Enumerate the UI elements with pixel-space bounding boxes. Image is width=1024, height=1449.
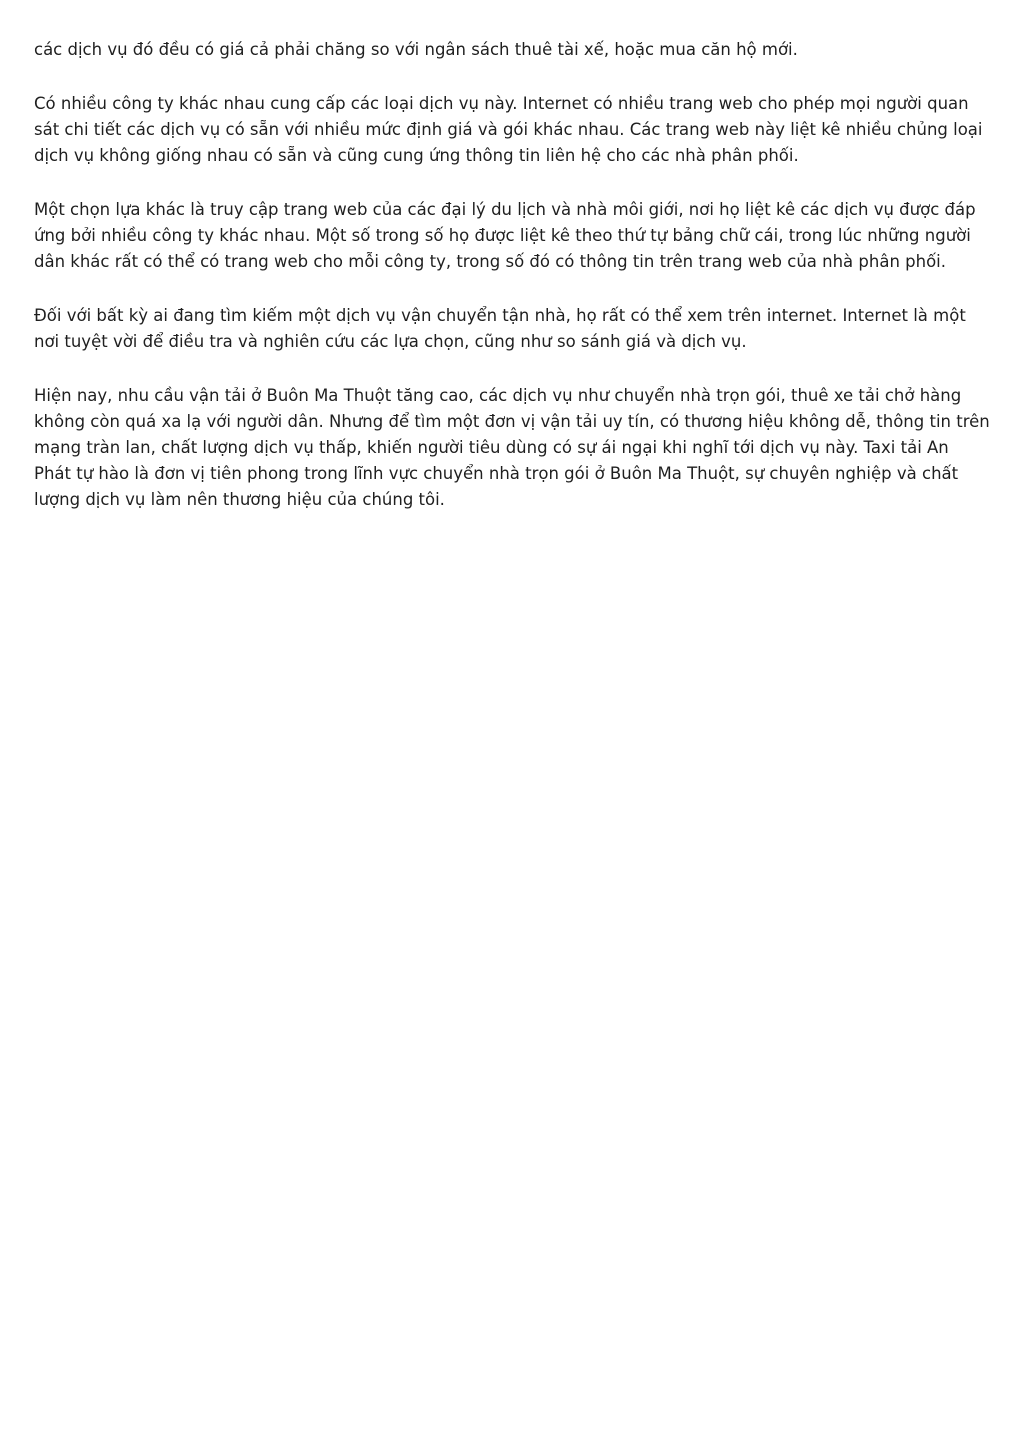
paragraph-5: Hiện nay, nhu cầu vận tải ở Buôn Ma Thuột tăng cao, các dịch vụ như chuyển nhà trọn gói, thuê xe tải chở hàng không còn quá xa lạ với người dân. Nhưng để tìm một đơn vị vận tải uy tín, có thương hiệu không dễ, thông tin trên mạng tràn lan, chất lượng dịch vụ thấp, khiến người tiêu dùng có sự ái ngại khi nghĩ tới dịch vụ này. Taxi tải An Phát tự hào là đơn vị tiên phong trong lĩnh vực chuyển nhà trọn gói ở Buôn Ma Thuột, sự chuyên nghiệp và chất lượng dịch vụ làm nên thương hiệu của chúng tôi. (34, 386, 990, 509)
paragraph-4: Đối với bất kỳ ai đang tìm kiếm một dịch vụ vận chuyển tận nhà, họ rất có thể xem trên internet. Internet là một nơi tuyệt vời để điều tra và nghiên cứu các lựa chọn, cũng như so sánh giá và dịch vụ. (34, 306, 966, 351)
document-page (34, 37, 990, 541)
paragraph-3: Một chọn lựa khác là truy cập trang web của các đại lý du lịch và nhà môi giới, nơi họ liệt kê các dịch vụ được đáp ứng bởi nhiều công ty khác nhau. Một số trong số họ được liệt kê theo thứ tự bảng chữ cái, trong lúc những người dân khác rất có thể có trang web cho mỗi công ty, trong số đó có thông tin trên trang web của nhà phân phối. (34, 200, 976, 271)
paragraph-1: các dịch vụ đó đều có giá cả phải chăng so với ngân sách thuê tài xế, hoặc mua căn hộ mới. (34, 40, 798, 59)
paragraph-2: Có nhiều công ty khác nhau cung cấp các loại dịch vụ này. Internet có nhiều trang web cho phép mọi người quan sát chi tiết các dịch vụ có sẵn với nhiều mức định giá và gói khác nhau. Các trang web này liệt kê nhiều chủng loại dịch vụ không giống nhau có sẵn và cũng cung ứng thông tin liên hệ cho các nhà phân phối. (34, 94, 983, 165)
